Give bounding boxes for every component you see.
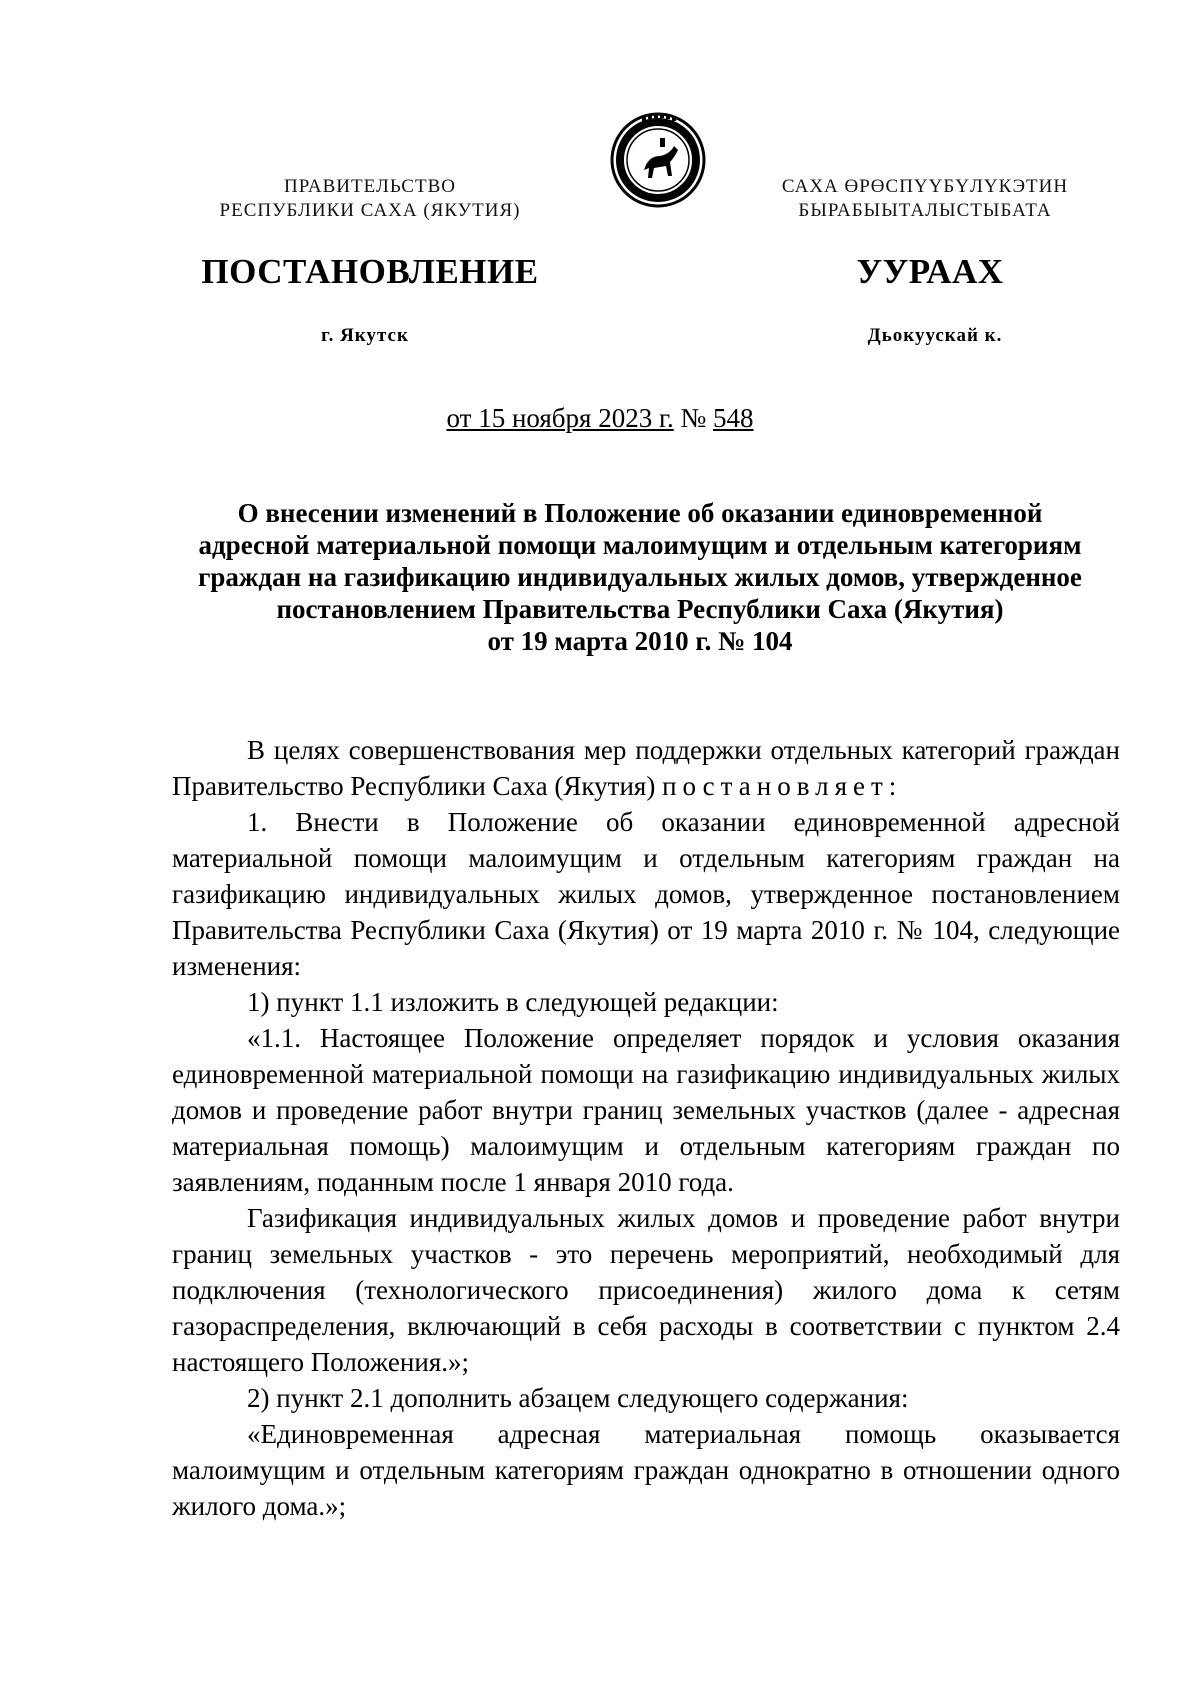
document-number: 548 — [713, 403, 754, 433]
resolution-word: постановляет: — [662, 771, 903, 801]
doc-type-ru: ПОСТАНОВЛЕНИЕ — [201, 252, 539, 291]
document-body — [172, 732, 1120, 1524]
body-paragraph: 1. Внести в Положение об оказании единовременной адресной материальной помощи малоимущим и отдельным категориям граждан на газификацию индивидуальных жилых домов, утвержденное постановлением Правительства Республики Саха (Якутия) от 19 марта 2010 г. № 104, следующие изменения: — [172, 807, 1120, 981]
document-title-line: адресной материальной помощи малоимущим и отдельным категориям — [198, 530, 1082, 560]
document-title-line: постановлением Правительства Республики Саха (Якутия) — [276, 594, 1004, 624]
body-paragraph-text: В целях совершенствования мер поддержки отдельных категорий граждан Правительство Республики Саха (Якутия) — [172, 735, 1120, 801]
body-paragraph — [172, 732, 1120, 804]
document-title-line: О внесении изменений в Положение об оказании единовременной — [237, 498, 1043, 528]
org-name-ru — [170, 175, 570, 223]
document-number-label: № — [680, 403, 707, 433]
org-name-ru-line: ПРАВИТЕЛЬСТВО — [284, 176, 456, 197]
city-sah: Дьокуускай к. — [867, 325, 1003, 346]
document-title — [170, 497, 1110, 657]
document-title-line: граждан на газификацию индивидуальных жилых домов, утвержденное — [198, 562, 1082, 592]
body-paragraph: 2) пункт 2.1 дополнить абзацем следующего содержания: — [247, 1383, 909, 1413]
sakha-coat-of-arms-icon — [608, 110, 708, 210]
org-name-sah-line: САХА ӨРӨСПҮҮБҮЛҮКЭТИН — [781, 176, 1069, 197]
org-name-sah — [730, 175, 1120, 223]
body-paragraph: Газификация индивидуальных жилых домов и проведение работ внутри границ земельных участков - это перечень мероприятий, необходимый для подключения (технологического присоединения) жилого дома к сетям газораспределения, включающий в себя расходы в соответствии с пунктом 2.4 настоящего Положения.»; — [172, 1203, 1120, 1377]
document-date-line — [0, 403, 1200, 434]
city-ru: г. Якутск — [321, 325, 409, 346]
doc-type-sah: УУРААХ — [856, 252, 1004, 291]
document-date: от 15 ноября 2023 г. — [446, 403, 674, 433]
body-paragraph: «1.1. Настоящее Положение определяет порядок и условия оказания единовременной материальной помощи на газификацию индивидуальных жилых домов и проведение работ внутри границ земельных участков (далее - адресная материальная помощь) малоимущим и отдельным категориям граждан по заявлениям, поданным после 1 января 2010 года. — [172, 1023, 1120, 1197]
org-name-ru-line: РЕСПУБЛИКИ САХА (ЯКУТИЯ) — [219, 200, 521, 221]
body-paragraph: 1) пункт 1.1 изложить в следующей редакции: — [247, 987, 779, 1017]
org-name-sah-line: БЫРАБЫЫТАЛЫСТЫБАТА — [798, 200, 1052, 221]
document-title-line: от 19 марта 2010 г. № 104 — [487, 626, 793, 656]
body-paragraph: «Единовременная адресная материальная помощь оказывается малоимущим и отдельным категориям граждан однократно в отношении одного жилого дома.»; — [172, 1419, 1120, 1521]
